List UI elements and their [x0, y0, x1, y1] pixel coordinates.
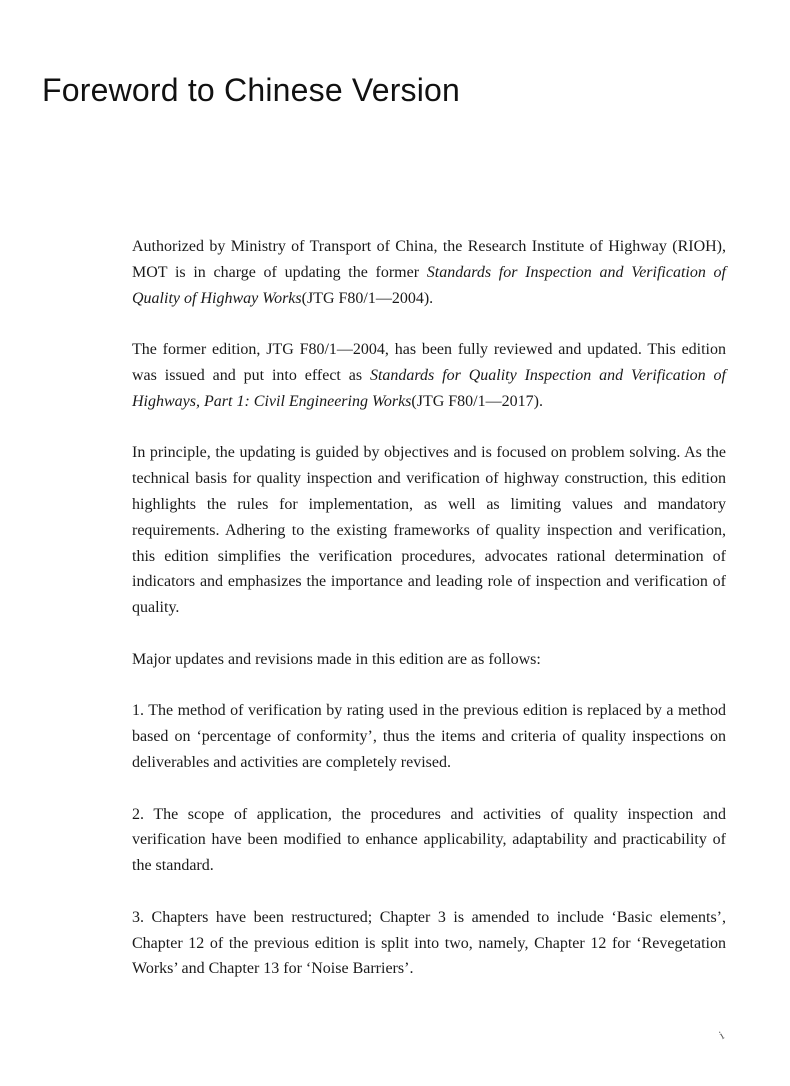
standard-title-italic: Standards for Inspection and Verification of Quality of Highway Works: [132, 263, 726, 307]
list-item-update-2: [132, 802, 726, 879]
paragraph-former-edition: [132, 337, 726, 414]
text-segment: 3. Chapters have been restructured; Chapter 3 is amended to include ‘Basic elements’, Chapter 12 of the previous edition is split into two, namely, Chapter 12 for ‘Revegetation Works’ and Chapter 13 for ‘Noise Barriers’.: [132, 908, 726, 978]
foreword-body: [132, 234, 726, 1008]
text-segment: Authorized by Ministry of Transport of China, the Research Institute of Highway (RIOH), MOT is in charge of updating the former: [132, 238, 726, 281]
text-segment: (JTG F80/1—2017).: [411, 392, 543, 410]
paragraph-major-updates-intro: [132, 647, 726, 673]
standard-title-italic: Standards for Quality Inspection and Verification of Highways, Part 1: Civil Engineering Works: [132, 366, 727, 410]
text-segment: The former edition, JTG F80/1—2004, has been fully reviewed and updated. This edition was issued and put into effect as: [132, 341, 726, 384]
text-segment: 2. The scope of application, the procedures and activities of quality inspection and verification have been modified to enhance applicability, adaptability and practicability of the standard.: [132, 805, 726, 875]
paragraph-authorization: [132, 234, 726, 311]
text-segment: (JTG F80/1—2004).: [301, 289, 434, 307]
text-segment: 1. The method of verification by rating used in the previous edition is replaced by a method based on ‘percentage of conformity’, thus the items and criteria of quality inspections on deliverables and activities are completely revised.: [132, 702, 726, 771]
text-segment: Major updates and revisions made in this edition are as follows:: [132, 650, 541, 668]
list-item-update-3: [132, 905, 726, 982]
text-segment: In principle, the updating is guided by objectives and is focused on problem solving. As the technical basis for quality inspection and verification of highway construction, this edition highlights the rules for implementation, as well as limiting values and mandatory requirements. Adhering to the existing frameworks of quality inspection and verification, this edition simplifies the verification procedures, advocates rational determination of indicators and emphasizes the importance and leading role of inspection and verification of quality.: [132, 444, 726, 617]
page-number-mark: i: [716, 1028, 727, 1042]
paragraph-principle: [132, 440, 726, 621]
list-item-update-1: [132, 698, 726, 775]
page-title: Foreword to Chinese Version: [42, 72, 461, 108]
